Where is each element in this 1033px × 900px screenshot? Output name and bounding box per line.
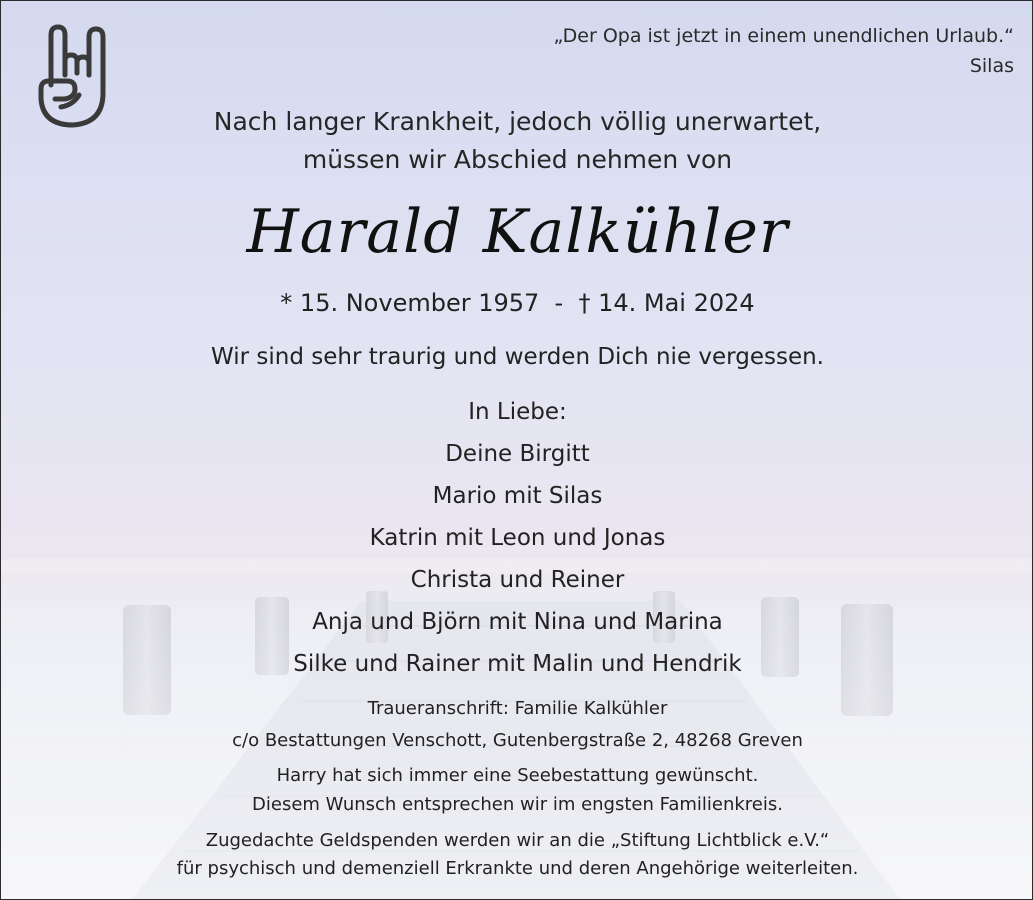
address-line: c/o Bestattungen Venschott, Gutenbergstraße 2, 48268 Greven [232,730,803,751]
wish-line: Diesem Wunsch entsprechen wir im engsten Familienkreis. [252,794,783,815]
quote-block [374,21,1014,81]
farewell-line: Wir sind sehr traurig und werden Dich nie vergessen. [211,344,824,370]
mourners-heading: In Liebe: [468,399,567,425]
intro-line: Nach langer Krankheit, jedoch völlig unerwartet, [213,107,822,136]
intro-text [1,103,1033,179]
date-separator: - [539,289,579,317]
address-line: Traueranschrift: Familie Kalkühler [367,698,668,719]
mourner-name: Anja und Björn mit Nina und Marina [312,609,723,635]
donation-line: Zugedachte Geldspenden werden wir an die „Stiftung Lichtblick e.V.“ [205,830,830,851]
intro-line: müssen wir Abschied nehmen von [302,145,733,174]
mourner-name: Katrin mit Leon und Jonas [369,525,666,551]
wish-line: Harry hat sich immer eine Seebestattung gewünscht. [276,765,759,786]
mourner-name: Deine Birgitt [445,441,590,467]
quote-author: Silas [969,55,1014,77]
mourning-address [1,693,1033,757]
life-dates [1,285,1033,321]
mourners-list [1,391,1033,685]
mourner-name: Silke und Rainer mit Malin und Hendrik [293,651,742,677]
deceased-name: Harald Kalkühler [246,197,789,267]
death-date: † 14. Mai 2024 [578,289,755,317]
quote-text: „Der Opa ist jetzt in einem unendlichen Urlaub.“ [553,25,1014,47]
mourner-name: Christa und Reiner [410,567,625,593]
mourner-name: Mario mit Silas [432,483,603,509]
birth-date: * 15. November 1957 [280,289,540,317]
donation-line: für psychisch und demenziell Erkrankte und deren Angehörige weiterleiten. [176,858,859,879]
donation-note [1,827,1033,883]
burial-wish [1,761,1033,819]
